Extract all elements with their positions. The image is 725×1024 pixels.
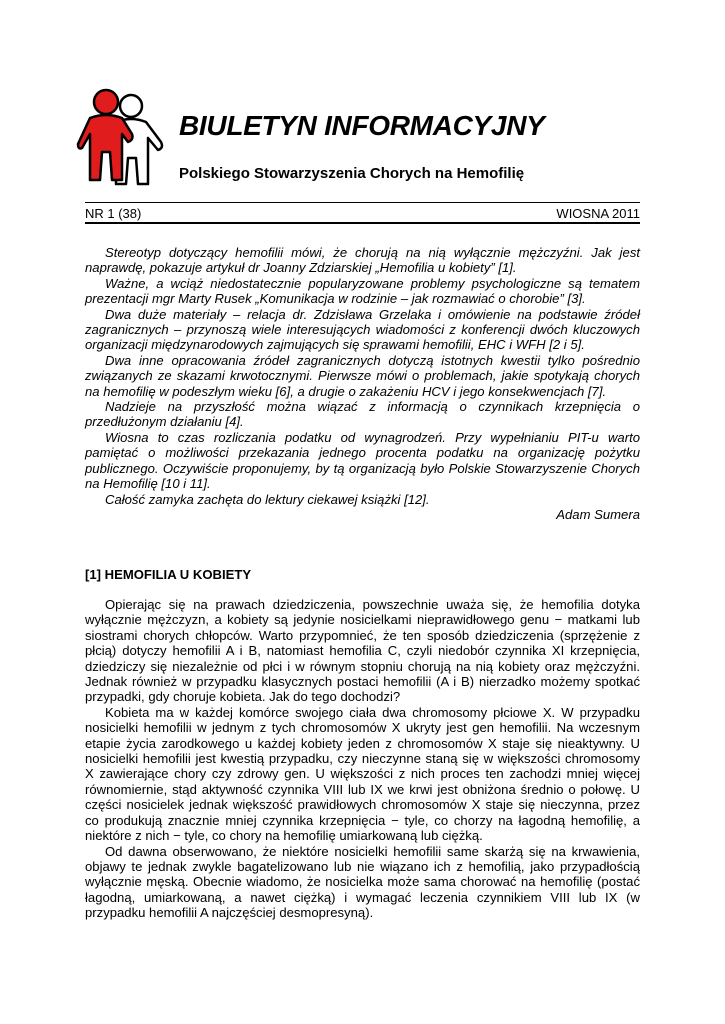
editorial-intro [85, 245, 640, 522]
article-paragraph: Od dawna obserwowano, że niektóre nosicielki hemofilii same skarżą się na krwawienia, objawy te jednak zwykle bagatelizowano lub nie wiązano ich z hemofilią, jako przypadłością wyłącznie męską. Obecnie wiadomo, że nosicielka może sama chorować na hemofilię (postać łagodną, umiarkowaną, a nawet ciężką) i wymagać leczenia czynnikiem VIII lub IX (w przypadku hemofilii A najczęściej desmopresyną). [85, 843, 640, 921]
intro-paragraph: Dwa duże materiały – relacja dr. Zdzisława Grzelaka i omówienie na podstawie źródeł zagranicznych – przynoszą wiele interesujących wiadomości z konferencji dwóch kluczowych organizacji międzynarodowych zajmujących się sprawami hemofilii, EHC i WFH [2 i 5]. [85, 306, 640, 353]
intro-paragraph: Stereotyp dotyczący hemofilii mówi, że chorują na nią wyłącznie mężczyźni. Jak jest naprawdę, pokazuje artykuł dr Joanny Zdziarskiej „Hemofilia u kobiety” [1]. [85, 245, 640, 276]
intro-paragraph: Ważne, a wciąż niedostatecznie popularyzowane problemy psychologiczne są tematem prezentacji mgr Marty Rusek „Komunikacja w rodzinie – jak rozmawiać o chorobie” [3]. [85, 275, 640, 307]
article-body [85, 597, 640, 921]
issue-season: WIOSNA 2011 [556, 206, 640, 221]
issue-number: NR 1 (38) [85, 206, 142, 221]
intro-paragraph: Całość zamyka zachęta do lektury ciekawej książki [12]. [105, 491, 430, 507]
header-rule-top [85, 202, 640, 203]
article-heading: [1] HEMOFILIA U KOBIETY [85, 567, 252, 582]
intro-paragraph: Nadzieje na przyszłość można wiązać z informacją o czynnikach krzepnięcia o przedłużonym działaniu [4]. [85, 399, 640, 430]
issue-info-row [85, 206, 640, 222]
intro-author: Adam Sumera [556, 506, 640, 522]
newsletter-subtitle: Polskiego Stowarzyszenia Chorych na Hemofilię [179, 165, 525, 182]
intro-paragraph: Dwa inne opracowania źródeł zagranicznych dotyczą istotnych kwestii tylko pośrednio związanych ze skazami krwotocznymi. Pierwsze mówi o problemach, jakie spotykają chorych na hemofilię w podeszłym wieku [6], a drugie o zakażeniu HCV i jego konsekwencjach [7]. [85, 352, 640, 399]
newsletter-title: BIULETYN INFORMACYJNY [179, 110, 545, 141]
intro-paragraph: Wiosna to czas rozliczania podatku od wynagrodzeń. Przy wypełnianiu PIT-u warto pamiętać o możliwości przekazania jednego procenta podatku na organizację pożytku publicznego. Oczywiście proponujemy, by tą organizacją było Polskie Stowarzyszenie Chorych na Hemofilię [10 i 11]. [85, 429, 640, 492]
article-paragraph: Opierając się na prawach dziedziczenia, powszechnie uważa się, że hemofilia dotyka wyłącznie mężczyzn, a kobiety są jedynie nosicielkami nieprawidłowego genu − matkami lub siostrami chorych chłopców. Warto przypomnieć, że ten sposób dziedziczenia (sprzężenie z płcią) dotyczy hemofilii A i B, natomiast hemofilia C, czyli niedobór czynnika XI krzepnięcia, dziedziczy się niezależnie od płci i w równym stopniu chorują na nią kobiety oraz mężczyźni. Jednak również w przypadku klasycznych postaci hemofilii (A i B) nierzadko możemy spotkać przypadki, gdy choruje kobieta. Jak do tego dochodzi? [85, 597, 640, 705]
two-people-logo-icon [76, 88, 166, 188]
header-rule-bottom [85, 222, 640, 224]
article-paragraph: Kobieta ma w każdej komórce swojego ciała dwa chromosomy płciowe X. W przypadku nosicielki hemofilii w jednym z tych chromosomów X ukryty jest gen hemofilii. Na wczesnym etapie życia zarodkowego u każdej kobiety jeden z chromosomów X staje się nieaktywny. U nosicielki hemofilii jest kwestią przypadku, czy nieczynne staną się w większości chromosomy X zawierające chory czy zdrowy gen. U większości z nich proces ten zachodzi mniej więcej równomiernie, stąd aktywność czynnika VIII lub IX we krwi jest obniżona średnio o połowę. U części nosicielek jednak większość prawidłowych chromosomów X staje się nieczynna, przez co produkują znacznie mniej czynnika krzepnięcia − tyle, co chorzy na łagodną hemofilię, a niektóre z nich − tyle, co chory na hemofilię umiarkowaną lub ciężką. [85, 704, 640, 844]
